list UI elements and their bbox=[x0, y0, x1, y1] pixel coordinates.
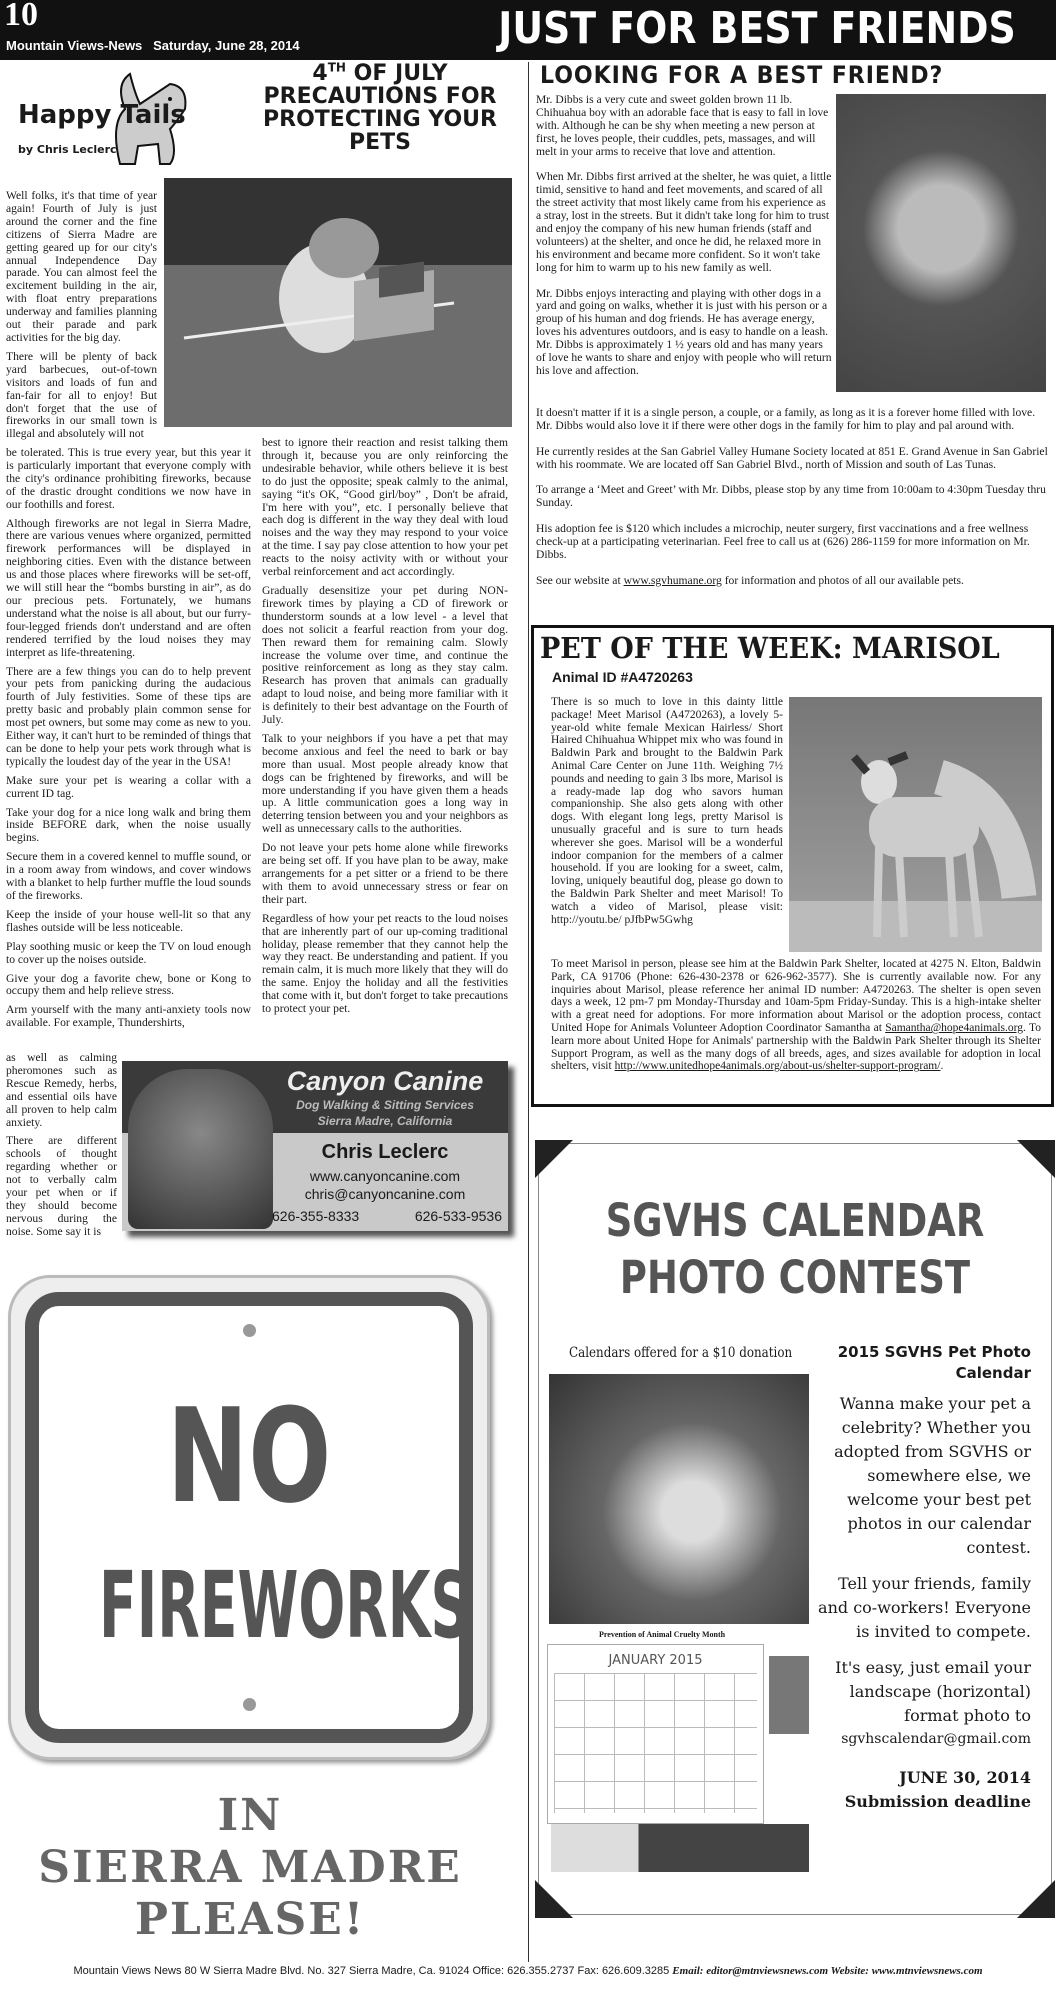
calendar-subhead: 2015 SGVHS Pet Photo Calendar bbox=[837, 1343, 1031, 1382]
paragraph: Arm yourself with the many anti-anxiety tools now available. For example, Thundershirts, bbox=[6, 1003, 251, 1030]
marisol-photo bbox=[789, 697, 1042, 952]
deadline-label: Submission deadline bbox=[844, 1792, 1031, 1811]
ad-email[interactable]: chris@canyoncanine.com bbox=[304, 1186, 466, 1202]
deadline-date: JUNE 30, 2014 bbox=[899, 1768, 1031, 1787]
article-intro bbox=[6, 190, 157, 441]
paragraph: To arrange a ‘Meet and Greet’ with Mr. Dibbs, please stop by any time from 10:00am to 4:30pm Tuesday thru Sunday. bbox=[536, 483, 1046, 510]
calendar-contest-details bbox=[816, 1342, 1031, 1814]
ad-contact-name: Chris Leclerc bbox=[321, 1141, 449, 1163]
text: To meet Marisol in person, please see him at the Baldwin Park Shelter, located at 4275 N. Elton, Baldwin Park, CA 91706 (Phone: 626-430-2378 or 626-962-3577). She is currently available now. For any inquiries about Marisol, please reference her animal ID number: A4720263. The shelter is open seven days a week, 12 pm-7 pm Monday-Thursday and 10am-5pm Friday-Sunday. This is a high-intake shelter with a great need for adoptions. For more information about Marisol or the adoption process, contact United Hope for Animals Volunteer Adoption Coordinator Samantha at bbox=[551, 958, 1041, 1034]
paragraph: Secure them in a covered kennel to muffle sound, or in a room away from windows, and cover windows with a blanket to help further muffle the loud sounds of the fireworks. bbox=[6, 850, 251, 902]
headline-text: OF JULY PRECAUTIONS FOR PROTECTING YOUR PETS bbox=[263, 61, 497, 155]
caption-line: IN bbox=[217, 1790, 283, 1841]
text: for information and photos of all our available pets. bbox=[721, 573, 964, 587]
issue-date: Saturday, June 28, 2014 bbox=[153, 38, 300, 53]
byline: by Chris Leclerc bbox=[18, 143, 117, 156]
masthead-bar bbox=[0, 0, 1056, 60]
caption-line: PLEASE! bbox=[134, 1894, 366, 1945]
paragraph: He currently resides at the San Gabriel Valley Humane Society located at 851 E. Grand Avenue in San Gabriel with his roommate. We are located off San Gabriel Blvd., north of Mission and south of Las Tunas. bbox=[536, 444, 1048, 471]
headline-sup: TH bbox=[327, 60, 346, 75]
caption-line: SIERRA MADRE bbox=[38, 1842, 462, 1893]
sign-caption bbox=[0, 1790, 500, 1946]
article-column-1 bbox=[6, 447, 251, 1030]
sgvhumane-link[interactable]: www.sgvhumane.org bbox=[623, 573, 722, 587]
paragraph: as well as calming pheromones such as Rescue Remedy, herbs, and essential oils have all proven to help calm anxiety. bbox=[6, 1051, 117, 1129]
calendar-email[interactable]: sgvhscalendar@gmail.com bbox=[841, 1731, 1031, 1747]
text: . To learn more about United Hope for Animals' partnership with the Baldwin Park Shelter through its Shelter Support Program, as well as the many dogs of all breeds, ages, and sizes available for adoption in local shelters, visit bbox=[551, 1021, 1041, 1073]
mr-dibbs-photo bbox=[836, 94, 1046, 392]
photo-corner-icon bbox=[1017, 1880, 1055, 1918]
basset-hound-photo bbox=[128, 1069, 273, 1229]
calendar-paragraph: Tell your friends, family and co-workers! Everyone is invited to compete. bbox=[818, 1574, 1031, 1641]
sign-text-fireworks: FIREWORKS bbox=[99, 1552, 471, 1659]
title-line: SGVHS CALENDAR bbox=[605, 1194, 985, 1247]
calendar-grid bbox=[554, 1673, 757, 1813]
canyon-canine-ad[interactable] bbox=[122, 1061, 508, 1231]
best-friend-wrap-text bbox=[536, 94, 832, 378]
calendar-sponsor-ads bbox=[551, 1824, 809, 1872]
calendar-contest-title bbox=[585, 1192, 1005, 1306]
calendar-dog-thumbnail bbox=[769, 1656, 809, 1734]
page-footer bbox=[0, 1964, 1056, 1978]
photo-corner-icon bbox=[535, 1880, 573, 1918]
sign-bolt-icon bbox=[243, 1324, 256, 1337]
paragraph: Play soothing music or keep the TV on loud enough to cover up the noises outside. bbox=[6, 939, 251, 966]
headline-number: 4 bbox=[312, 61, 328, 86]
paragraph: Make sure your pet is wearing a collar with a current ID tag. bbox=[6, 773, 251, 800]
paragraph: His adoption fee is $120 which includes a microchip, neuter surgery, first vaccinations and a free wellness check-up at a participating veterinarian. Feel free to call us at (626) 286-1159 for more information on Mr. Dibbs. bbox=[536, 522, 1030, 561]
photo-corner-icon bbox=[535, 1140, 573, 1178]
paragraph: Mr. Dibbs enjoys interacting and playing with other dogs in a yard and going on walks, whether it is just with his person or a group of his human and dog friends. He has average energy, loves his adventures outdoors, and is easy to handle on a leash. Mr. Dibbs is approximately 1 ½ years old and has many years of love he wants to share and enjoy with people who will return his love and affection. bbox=[536, 286, 832, 377]
pet-of-week-contact bbox=[551, 958, 1041, 1073]
calendar-page-thumbnail bbox=[547, 1644, 764, 1824]
title-line: PHOTO CONTEST bbox=[619, 1251, 971, 1304]
best-friend-text bbox=[536, 407, 1048, 588]
pet-of-the-week-box bbox=[531, 625, 1054, 1107]
publication-dateline bbox=[6, 38, 300, 54]
collie-photo bbox=[549, 1374, 809, 1624]
paragraph: There are different schools of thought regarding whether or not to verbally calm your pet when or if they should become nervous during the noise. Some say it is bbox=[6, 1134, 117, 1238]
publication-name: Mountain Views-News bbox=[6, 38, 143, 53]
no-fireworks-sign bbox=[8, 1275, 490, 1760]
ad-business-name: Canyon Canine bbox=[286, 1066, 484, 1096]
ad-phone: 626-533-9536 bbox=[414, 1208, 502, 1224]
sign-bolt-icon bbox=[243, 1698, 256, 1711]
paragraph: There will be plenty of back yard barbecues, out-of-town visitors and loads of fun and fan-fair for all to enjoy! But don't forget that the use of fireworks in our small town is illegal and absolutely will not bbox=[6, 349, 157, 441]
paragraph bbox=[536, 575, 1048, 588]
paragraph: When Mr. Dibbs first arrived at the shelter, he was quiet, a little timid, sensitive to hand and feet movements, and scared of all the street activity that most likely came from his experience as a stray, lost in the streets. But it didn't take long for him to trust and enjoy the company of his new human friends (staff and volunteers) at the shelter, and once he did, he relaxed more in his environment and became more confident. So it won't take long for him to warm up to his new family as well. bbox=[536, 170, 832, 274]
calendar-paragraph: Wanna make your pet a celebrity? Whether you adopted from SGVHS or somewhere else, we welcome your best pet photos in our calendar contest. bbox=[834, 1394, 1031, 1557]
paragraph: It doesn't matter if it is a single person, a couple, or a family, as long as it is a forever home filled with love. Mr. Dibbs would also love it if there were other dogs in the family for him to play and pal around with. bbox=[536, 406, 1036, 432]
ad-location: Sierra Madre, California bbox=[317, 1114, 453, 1128]
bulldog-flag-photo bbox=[164, 178, 512, 427]
unitedhope-link[interactable]: http://www.unitedhope4animals.org/about-us/shelter-support-program/ bbox=[614, 1060, 941, 1073]
page-number: 10 bbox=[4, 0, 38, 33]
footer-contact: Email: editor@mtnviewsnews.com Website: www.mtnviewsnews.com bbox=[672, 1965, 983, 1977]
animal-id: Animal ID #A4720263 bbox=[552, 669, 693, 685]
photo-corner-icon bbox=[1017, 1140, 1055, 1178]
paragraph: Although fireworks are not legal in Sierra Madre, there are various venues where organized, permitted firework performances will be displayed in neighboring cities. Even with the distance between us and those places where fireworks will be set-off, we will still hear the “bombs bursting in air”, as do our precious pets. Fortunately, we humans understand what the noise is all about, but our furry-four-legged friends don't understand and are often rendered terrified by the loud noises they may interpret as life-threatening. bbox=[6, 516, 251, 659]
column-logo-title: Happy Tails bbox=[18, 100, 186, 130]
article-column-2 bbox=[262, 437, 508, 1016]
text: See our website at bbox=[536, 573, 624, 587]
calendar-month: JANUARY 2015 bbox=[608, 1653, 703, 1668]
paragraph: Mr. Dibbs is a very cute and sweet golden brown 11 lb. Chihuahua boy with an adorable face that is easy to fall in love with. Although he can be shy when meeting a new person at first, he loves people, their cuddles, pets, massages, and will melt in your arms to receive that love and attention. bbox=[536, 93, 829, 158]
calendar-paragraph: It's easy, just email your landscape (horizontal) format photo to bbox=[835, 1658, 1031, 1725]
paragraph: Give your dog a favorite chew, bone or Kong to occupy them and help relieve stress. bbox=[6, 971, 251, 998]
paragraph: Gradually desensitize your pet during NON-firework times by playing a CD of firework or thunderstorm sounds at a low level - a level that does not solicit a fearful reaction from your dog. Then reward them for remaining calm. Slowly increase the volume over time, and continue the positive reinforcement as long as they stay calm. Research has proven that animals can gradually adapt to loud noise, and being more familiar with it is definitely to their best advantage on the Fourth of July. bbox=[262, 583, 508, 727]
article-headline bbox=[250, 62, 510, 154]
paragraph: Do not leave your pets home alone while fireworks are being set off. If you have plan to be away, make arrangements for a pet sitter or a friend to be there with them to avoid unnecessary stress or fear on their part. bbox=[262, 841, 508, 906]
pet-of-week-title: PET OF THE WEEK: MARISOL bbox=[540, 631, 1000, 665]
ad-tagline: Dog Walking & Sitting Services bbox=[296, 1098, 474, 1112]
paragraph: Well folks, it's that time of year again! Fourth of July is just around the corner and the fine citizens of Sierra Madre are getting geared up for our city's annual Independence Day parade. You can almost feel the excitement building in the air, with float entry preparations underway and families planning out their parade and park activities for the big day. bbox=[6, 189, 157, 344]
donation-note: Calendars offered for a $10 donation bbox=[569, 1345, 793, 1361]
ad-phone: 626-355-8333 bbox=[272, 1208, 360, 1224]
article-column-1-narrow bbox=[6, 1052, 117, 1239]
pet-of-week-description: There is so much to love in this dainty little package! Meet Marisol (A4720263), a lovely 5-year-old white female Mexican Hairless/ Short Haired Chihuahua Whippet mix who was found in Baldwin Park and brought to the Baldwin Park Animal Care Center on June 11th. Weighing 7½ pounds and needing to gain 3 lbs more, Marisol is a ready-made lap dog who savors human companionship. She also gets along with other dogs. With elegant long legs, pretty Marisol is unusually graceful and is sure to turn heads wherever she goes. Marisol will be a wonderful indoor companion for the members of a calmer household. If you are looking for a sweet, calm, loving, uniquely beautiful dog, please go down to the Baldwin Park Shelter and meet Marisol! To watch a video of Marisol, please visit: http://youtu.be/ pJfbPw5Gwhg bbox=[551, 696, 783, 926]
best-friend-headline: LOOKING FOR A BEST FRIEND? bbox=[540, 61, 944, 89]
paragraph: be tolerated. This is true every year, but this year it is particularly important that everyone comply with the city's ordinance prohibiting fireworks, because of the drastic drought conditions we now have in our foothills and forest. bbox=[6, 446, 251, 511]
column-divider bbox=[528, 62, 529, 1962]
sign-text-no: NO bbox=[166, 1380, 332, 1532]
footer-address: Mountain Views News 80 W Sierra Madre Blvd. No. 327 Sierra Madre, Ca. 91024 Office: 626.355.2737 Fax: 626.609.3285 bbox=[73, 1965, 673, 1977]
calendar-contest-ad bbox=[538, 1143, 1052, 1915]
paragraph: Talk to your neighbors if you have a pet that may become anxious and feel the need to bark or bay more than usual. Most people already know that dogs can be frightened by fireworks, and will be more understanding if you have given them a heads up. A little communication goes a long way in deterring tension between you and your neighbors as well as unnecessary calls to the authorities. bbox=[262, 731, 508, 836]
paragraph: There are a few things you can do to help prevent your pets from panicking during the audacious fourth of July festivities. Some of these tips are pretty basic and probably plain common sense for most pet owners, but some may come as new to you. Either way, it can't hurt to be reminded of things that can be done to help your pets work through what is typically the loudest day of the year in the USA! bbox=[6, 664, 251, 768]
calendar-caption: Prevention of Animal Cruelty Month bbox=[599, 1630, 726, 1639]
text: . bbox=[940, 1060, 944, 1073]
paragraph: Take your dog for a nice long walk and bring them inside BEFORE dark, when the noise usually begins. bbox=[6, 805, 251, 845]
samantha-email-link[interactable]: Samantha@hope4animals.org bbox=[885, 1021, 1024, 1034]
paragraph: Keep the inside of your house well-lit so that any flashes outside will be less noticeable. bbox=[6, 907, 251, 934]
ad-website[interactable]: www.canyoncanine.com bbox=[309, 1168, 461, 1184]
paragraph: best to ignore their reaction and resist talking them through it, because you are only reinforcing the undesirable behavior, while others believe it is best to do just the opposite; speak calmly to the animal, saying “it's OK, “Good girl/boy” , Don't be afraid, I'm here with you”, etc. I personally believe that each dog is different in the way they deal with loud noises and the way they may respond to your voice at the time. I say pay close attention to how your pet reacts to the noisy activity with or without your verbal reinforcement and act accordingly. bbox=[262, 436, 508, 579]
section-title: JUST FOR BEST FRIENDS bbox=[498, 3, 1016, 54]
paragraph: Regardless of how your pet reacts to the loud noises that are inherently part of our up-coming traditional holiday, please remember that they cannot help the way they react. Be understanding and patient. If you remain calm, it is much more likely that they will do the same. Enjoy the holiday and all the festivities that come with it, but don't forget to take precautions to protect your pet. bbox=[262, 911, 508, 1016]
